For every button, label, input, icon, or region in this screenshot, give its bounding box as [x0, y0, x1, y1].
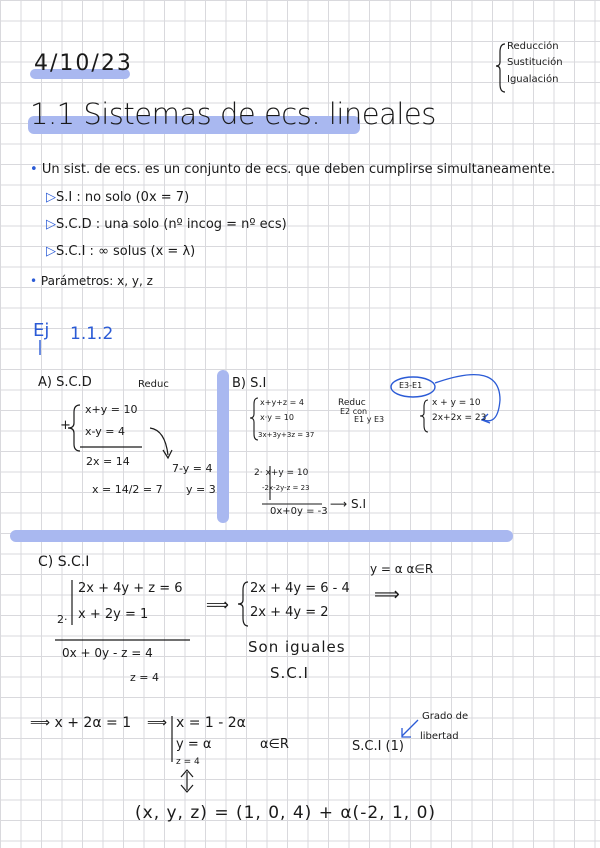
partB-eq2: x·y = 10	[260, 413, 294, 422]
bottom-sys3: z = 4	[176, 757, 200, 767]
partA-note: Reduc	[138, 379, 169, 390]
partA-title: A) S.C.D	[38, 375, 92, 390]
final-solution: (x, y, z) = (1, 0, 4) + α(-2, 1, 0)	[135, 803, 437, 823]
partC-sci: S.C.I	[270, 664, 309, 682]
partC-right2: 2x + 4y = 2	[250, 605, 329, 620]
partC-factor: 2·	[57, 613, 68, 626]
partA-sum: 2x = 14	[86, 455, 130, 468]
partB-result: 0x+0y = -3	[270, 506, 328, 517]
example-label: Ej	[33, 320, 50, 341]
grado-label: Grado de	[422, 711, 469, 722]
partB-eq3: 3x+3y+3z = 37	[258, 431, 315, 439]
partC-z: z = 4	[130, 671, 159, 684]
partC-res: 0x + 0y - z = 4	[62, 646, 153, 660]
bullet-definition: • Un sist. de ecs. es un conjunto de ecs. que deben cumplirse simultaneamente.	[30, 162, 556, 177]
partA-xres: x = 14/2 = 7	[92, 483, 163, 496]
partC-impl: ⟹	[206, 595, 229, 614]
partC-param: y = α α∈R	[370, 562, 434, 576]
libertad-label: libertad	[420, 731, 459, 742]
bottom-sci1: S.C.I (1)	[352, 739, 404, 754]
bottom-sys1: x = 1 - 2α	[176, 715, 246, 731]
partC-title: C) S.C.I	[38, 554, 90, 570]
partA-eq2: x-y = 4	[85, 425, 126, 438]
example-number: 1.1.2	[70, 324, 114, 344]
bottom-sys2: y = α	[176, 737, 212, 752]
partB-step1: 2· x+y = 10	[254, 468, 309, 478]
partC-eq1: 2x + 4y + z = 6	[78, 581, 183, 596]
bottom-impl: ⟹	[147, 715, 168, 731]
parametros: • Parámetros: x, y, z	[30, 274, 153, 288]
bottom-alphaR: α∈R	[260, 737, 289, 752]
type-sci: ▷S.C.I : ∞ solus (x = λ)	[46, 244, 196, 259]
method-igualacion: Igualación	[507, 74, 559, 85]
partC-impl2: ⟹	[374, 584, 400, 605]
page-title: 1.1 Sistemas de ecs. lineales	[30, 97, 436, 131]
partB-note-a: Reduc	[338, 398, 366, 408]
method-sustitucion: Sustitución	[507, 57, 563, 68]
partA-sub: 7-y = 4	[172, 462, 213, 475]
type-si: ▷S.I : no solo (0x = 7)	[46, 190, 190, 205]
partB-res1: x + y = 10	[432, 398, 481, 408]
bottom-lhs: ⟹ x + 2α = 1	[30, 715, 132, 731]
partB-step2: -2x-2y-z = 23	[262, 484, 310, 492]
partB-note-c: E1 y E3	[354, 415, 385, 424]
method-reduccion: Reducción	[507, 41, 559, 52]
date: 4/10/23	[34, 51, 133, 76]
partB-res2: 2x+2x = 23	[432, 413, 487, 423]
partB-note-b: E2 con	[340, 407, 368, 416]
partC-right1: 2x + 4y = 6 - 4	[250, 581, 350, 596]
partB-eq1: x+y+z = 4	[260, 398, 304, 407]
partB-title: B) S.I	[232, 376, 267, 391]
partB-circle: E3-E1	[399, 381, 423, 390]
partC-eq2: x + 2y = 1	[78, 607, 149, 622]
partA-plus: +	[60, 418, 71, 433]
partA-eq1: x+y = 10	[85, 403, 138, 416]
partB-conclusion: ⟶ S.I	[330, 497, 367, 511]
partA-yres: y = 3	[186, 483, 216, 496]
type-scd: ▷S.C.D : una solo (nº incog = nº ecs)	[46, 217, 287, 232]
partC-iguales: Son iguales	[248, 638, 346, 656]
